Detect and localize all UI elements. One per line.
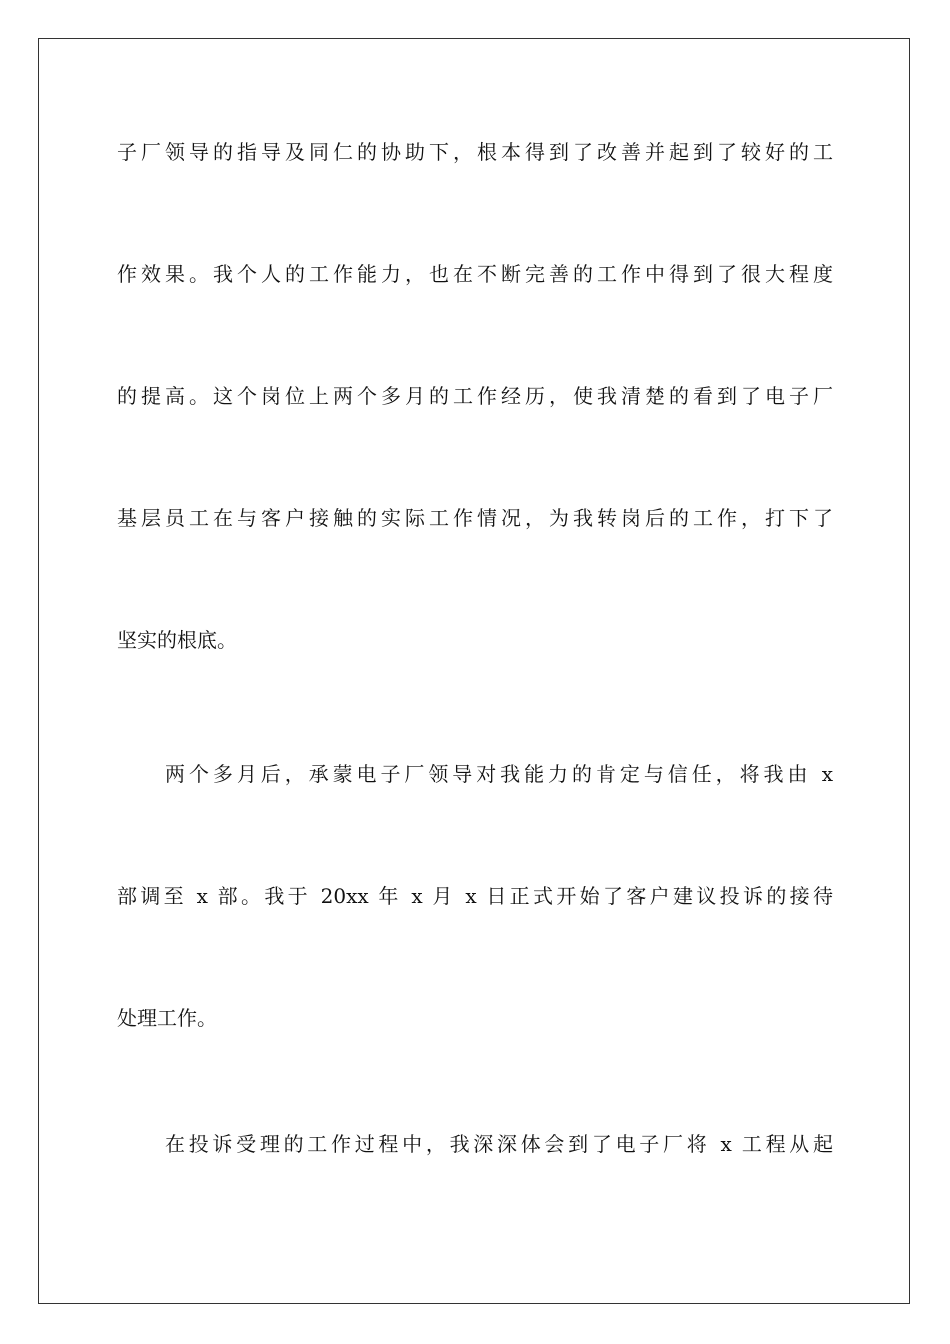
- page-border: [38, 38, 910, 1304]
- body-line-2: 作效果。我个人的工作能力，也在不断完善的工作中得到了很大程度: [117, 262, 833, 286]
- body-line-8: 处理工作。: [117, 1006, 217, 1030]
- body-line-1: 子厂领导的指导及同仁的协助下，根本得到了改善并起到了较好的工: [117, 140, 833, 164]
- body-line-4: 基层员工在与客户接触的实际工作情况，为我转岗后的工作，打下了: [117, 506, 833, 530]
- body-line-7: 部调至 x 部。我于 20xx 年 x 月 x 日正式开始了客户建议投诉的接待: [117, 884, 833, 908]
- body-line-5: 坚实的根底。: [117, 628, 237, 652]
- body-line-3: 的提高。这个岗位上两个多月的工作经历，使我清楚的看到了电子厂: [117, 384, 833, 408]
- body-line-9: 在投诉受理的工作过程中，我深深体会到了电子厂将 x 工程从起: [165, 1132, 833, 1156]
- body-line-6: 两个多月后，承蒙电子厂领导对我能力的肯定与信任，将我由 x: [165, 762, 833, 786]
